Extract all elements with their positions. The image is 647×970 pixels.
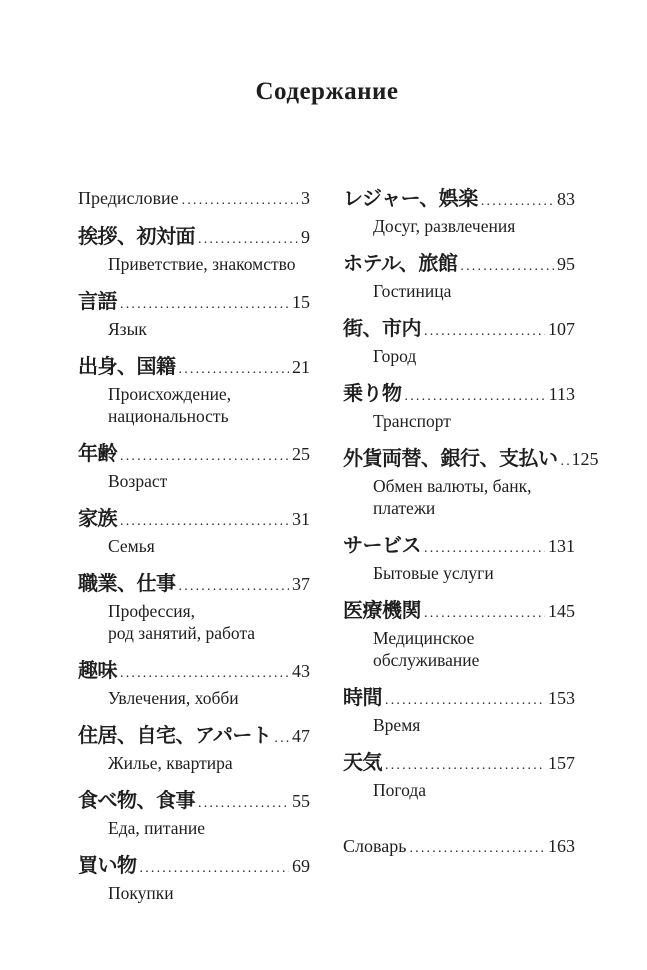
toc-entry-line [78, 571, 310, 598]
toc-entry [78, 788, 310, 839]
toc-entry-subtitle-line: Транспорт [373, 411, 451, 431]
toc-entry [343, 685, 575, 736]
dot-leader [179, 579, 290, 595]
dot-leader [385, 758, 545, 774]
toc-entry-subtitle-line: Досуг, развлечения [373, 216, 516, 236]
toc-entry-heading: 買い物 [78, 855, 137, 877]
toc-entry-subtitle-line: Бытовые услуги [373, 563, 494, 583]
toc-entry-heading: 医療機関 [343, 600, 421, 622]
toc-entry [78, 571, 310, 644]
toc-entry-page-number: 15 [292, 292, 310, 312]
toc-entry-heading: 趣味 [78, 660, 117, 682]
toc-entry [78, 289, 310, 340]
toc-entry-subtitle [78, 600, 310, 644]
toc-entry-line [78, 289, 310, 316]
toc-entry-subtitle-line: Возраст [108, 471, 168, 491]
dot-leader [182, 193, 298, 209]
toc-entry-heading: 家族 [78, 508, 117, 530]
toc-entry-page-number: 25 [292, 444, 310, 464]
toc-entry-subtitle [343, 627, 575, 671]
toc-entry-page-number: 95 [557, 254, 575, 274]
toc-entry-subtitle [78, 383, 310, 427]
toc-entry-subtitle-line: Покупки [108, 883, 174, 903]
toc-entry-heading: 外貨両替、銀行、支払い [343, 448, 558, 470]
toc-entry-heading: 職業、仕事 [78, 573, 176, 595]
toc-entry-subtitle [343, 562, 575, 584]
toc-entry-line [78, 506, 310, 533]
toc-entry [343, 598, 575, 671]
toc-entry-page-number: 125 [571, 449, 599, 469]
toc-column-right [343, 186, 599, 918]
toc-entry-page-number: 21 [292, 357, 310, 377]
toc-entry-subtitle [78, 470, 310, 492]
dot-leader [198, 232, 298, 248]
dot-leader [424, 606, 545, 622]
toc-entry-page-number: 153 [548, 688, 575, 708]
toc-entry-heading: サービス [343, 535, 421, 557]
toc-entry [343, 381, 575, 432]
dot-leader [460, 259, 554, 275]
dot-leader [424, 541, 545, 557]
toc-entry [78, 853, 310, 904]
toc-entry-line [78, 723, 310, 750]
toc-entry-line [343, 685, 575, 712]
toc-entry [78, 224, 310, 275]
toc-entry-heading: ホテル、旅館 [343, 253, 458, 275]
toc-entry-subtitle-line: Город [373, 346, 417, 366]
dot-leader [120, 514, 289, 530]
toc-entry-subtitle [78, 882, 310, 904]
toc-entry-subtitle-line: род занятий, работа [108, 623, 256, 643]
toc-entry-subtitle-line: Происхождение, [108, 384, 232, 404]
toc-entry-line [78, 441, 310, 468]
toc-entry-line [78, 186, 310, 210]
toc-entry-subtitle-line: обслуживание [373, 650, 480, 670]
dot-leader [481, 194, 554, 210]
toc-entry-heading: Предисловие [78, 188, 179, 208]
toc-entry [343, 834, 575, 858]
toc-entry-page-number: 69 [292, 856, 310, 876]
toc-entry-heading: 挨拶、初対面 [78, 226, 195, 248]
dot-leader [409, 841, 545, 857]
toc-entry-line [343, 598, 575, 625]
toc-entry-subtitle-line: Семья [108, 536, 155, 556]
toc-entry-heading: 出身、国籍 [78, 356, 176, 378]
toc-entry-line [343, 316, 575, 343]
toc-entry-subtitle [343, 714, 575, 736]
toc-entry-page-number: 3 [301, 188, 310, 208]
toc-entry-line [78, 853, 310, 880]
toc-entry-subtitle-line: национальность [108, 406, 229, 426]
toc-entry-heading: Словарь [343, 836, 407, 856]
dot-leader [140, 861, 290, 877]
toc-entry-heading: 乗り物 [343, 383, 402, 405]
toc-entry-page-number: 83 [557, 189, 575, 209]
toc-entry-page-number: 145 [548, 601, 575, 621]
toc-entry [78, 658, 310, 709]
toc-entry [78, 506, 310, 557]
toc-entry-line [343, 750, 575, 777]
toc-entry-line [343, 446, 599, 473]
dot-leader [120, 666, 289, 682]
toc-entry-page-number: 131 [548, 536, 575, 556]
toc-entry [343, 251, 575, 302]
toc-entry-subtitle-line: Еда, питание [108, 818, 205, 838]
toc-entry-line [343, 834, 575, 858]
toc-entry-line [78, 354, 310, 381]
toc-entry-subtitle-line: Увлечения, хобби [108, 688, 239, 708]
toc-entry-line [78, 224, 310, 251]
toc-entry-subtitle [343, 280, 575, 302]
toc-entry-subtitle-line: Гостиница [373, 281, 452, 301]
toc-entry-subtitle-line: платежи [373, 498, 436, 518]
toc-entry-subtitle [343, 475, 575, 519]
toc-entry [78, 441, 310, 492]
toc-column-left [78, 186, 310, 918]
page-title: Содержание [255, 78, 399, 105]
toc-entry [343, 750, 575, 801]
toc-entry-subtitle-line: Жилье, квартира [108, 753, 233, 773]
toc-entry-page-number: 9 [301, 227, 310, 247]
toc-entry [343, 533, 575, 584]
toc-entry-page-number: 107 [548, 319, 575, 339]
toc-entry-heading: 住居、自宅、アパート [78, 725, 272, 747]
toc-entry-subtitle-line: Обмен валюты, банк, [373, 476, 532, 496]
toc-entry-page-number: 37 [292, 574, 310, 594]
toc-entry-line [78, 788, 310, 815]
toc-entry-page-number: 163 [548, 836, 575, 856]
dot-leader [385, 693, 545, 709]
toc-entry-subtitle-line: Язык [108, 319, 147, 339]
toc-entry [78, 354, 310, 427]
toc-entry-heading: 言語 [78, 291, 117, 313]
toc-entry-heading: 街、市内 [343, 318, 421, 340]
dot-leader [179, 362, 290, 378]
toc-entry-subtitle [343, 345, 575, 367]
toc-entry-line [78, 658, 310, 685]
toc-entry-subtitle [343, 410, 575, 432]
toc-entry-heading: レジャー、娯楽 [343, 188, 478, 210]
dot-leader [120, 449, 289, 465]
toc-entry [343, 186, 575, 237]
toc-entry [343, 316, 575, 367]
dot-leader [561, 454, 569, 470]
toc-entry-page-number: 113 [548, 384, 575, 404]
toc-entry-line [343, 533, 575, 560]
dot-leader [198, 796, 289, 812]
toc-entry-line [343, 186, 575, 213]
toc-entry-subtitle [78, 752, 310, 774]
toc-entry-line [343, 251, 575, 278]
dot-leader [120, 297, 289, 313]
toc-entry-subtitle [78, 253, 310, 275]
toc-entry-subtitle-line: Медицинское [373, 628, 475, 648]
toc-entry-subtitle [78, 817, 310, 839]
toc-entry [343, 446, 599, 519]
toc-entry-subtitle-line: Время [373, 715, 421, 735]
dot-leader [405, 389, 546, 405]
toc-entry-subtitle-line: Приветствие, знакомство [108, 254, 296, 274]
toc-entry-line [343, 381, 575, 408]
toc-entry-page-number: 157 [548, 753, 575, 773]
dot-leader [274, 731, 289, 747]
toc-columns [78, 186, 599, 918]
toc-entry-subtitle [78, 535, 310, 557]
toc-entry-subtitle [78, 687, 310, 709]
toc-entry-page-number: 55 [292, 791, 310, 811]
toc-entry-subtitle-line: Профессия, [108, 601, 196, 621]
toc-entry-page-number: 43 [292, 661, 310, 681]
toc-entry-heading: 時間 [343, 687, 382, 709]
toc-entry-heading: 天気 [343, 752, 382, 774]
dot-leader [424, 324, 545, 340]
toc-entry-heading: 食べ物、食事 [78, 790, 195, 812]
toc-entry-page-number: 47 [292, 726, 310, 746]
toc-entry [78, 723, 310, 774]
toc-entry-subtitle-line: Погода [373, 780, 427, 800]
toc-entry-subtitle [78, 318, 310, 340]
toc-entry-subtitle [343, 215, 575, 237]
toc-entry-page-number: 31 [292, 509, 310, 529]
toc-entry-heading: 年齢 [78, 443, 117, 465]
toc-entry [78, 186, 310, 210]
toc-entry-subtitle [343, 779, 575, 801]
